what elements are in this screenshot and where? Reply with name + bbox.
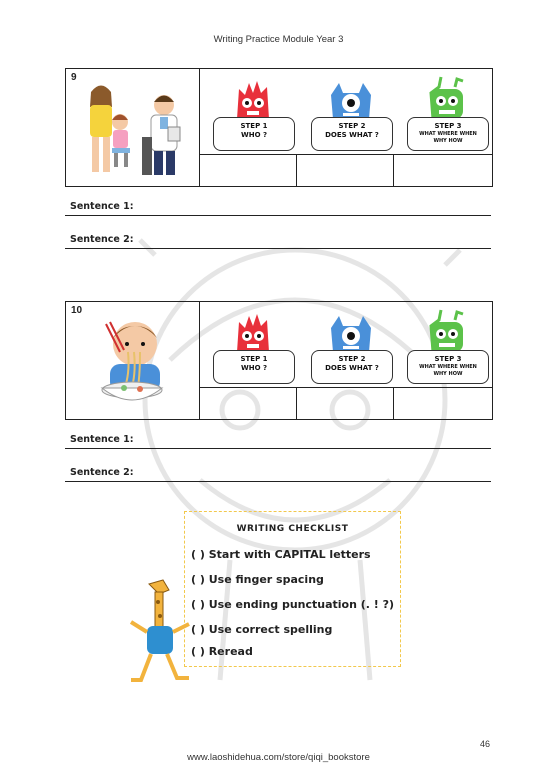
checklist-item[interactable]: ( ) Reread [191, 645, 253, 658]
step-question: WHO ? [240, 364, 268, 372]
step-question-2: WHY HOW [433, 371, 463, 377]
step-question: DOES WHAT ? [325, 364, 379, 372]
footer-url[interactable]: www.laoshidehua.com/store/qiqi_bookstore [187, 752, 370, 763]
picture-cell [66, 69, 200, 186]
step-question: DOES WHAT ? [325, 131, 379, 139]
writing-cell-1[interactable] [199, 387, 297, 419]
giraffe-illustration [119, 576, 199, 694]
checklist-title: WRITING CHECKLIST [236, 524, 349, 534]
step2-sign [311, 350, 393, 384]
step-label: STEP 1 [240, 122, 268, 130]
step3-sign [407, 117, 489, 151]
step-label: STEP 2 [338, 122, 366, 130]
writing-cell-3[interactable] [393, 154, 491, 186]
step-label: STEP 3 [434, 355, 462, 363]
writing-cells [199, 387, 492, 419]
step2-sign [311, 117, 393, 151]
page-number: 46 [480, 739, 491, 749]
step3-monster [403, 308, 491, 384]
exercise-block-10 [65, 301, 493, 420]
step1-monster [209, 75, 297, 151]
exercise-block-9 [65, 68, 493, 187]
checklist-item[interactable]: ( ) Use finger spacing [191, 573, 324, 586]
step3-monster [403, 75, 491, 151]
step-label: STEP 1 [240, 355, 268, 363]
step1-monster [209, 308, 297, 384]
step3-sign [407, 350, 489, 384]
sentence-1-label: Sentence 1: [70, 434, 134, 445]
boy-eating-noodles-illustration [80, 312, 190, 412]
sentence-1-line[interactable] [65, 434, 491, 449]
writing-cells [199, 154, 492, 186]
picture-cell [66, 302, 200, 419]
steps-row [199, 302, 492, 388]
checklist-item[interactable]: ( ) Use ending punctuation (. ! ?) [191, 598, 395, 611]
step-label: STEP 2 [338, 355, 366, 363]
sentence-1-label: Sentence 1: [70, 201, 134, 212]
step-question: WHAT WHERE WHEN [419, 364, 477, 370]
writing-cell-3[interactable] [393, 387, 491, 419]
step-question: WHAT WHERE WHEN [419, 131, 477, 137]
step-label: STEP 3 [434, 122, 462, 130]
checklist-item[interactable]: ( ) Start with CAPITAL letters [191, 548, 371, 561]
exercise-number: 10 [71, 305, 83, 316]
sentence-1-line[interactable] [65, 201, 491, 216]
steps-row [199, 69, 492, 155]
writing-checklist [184, 511, 401, 667]
writing-cell-2[interactable] [296, 387, 394, 419]
checklist-item[interactable]: ( ) Use correct spelling [191, 623, 333, 636]
step2-monster [307, 308, 395, 384]
step2-monster [307, 75, 395, 151]
step1-sign [213, 350, 295, 384]
doctor-visit-illustration [76, 77, 191, 182]
sentence-2-label: Sentence 2: [70, 467, 134, 478]
step-question: WHO ? [240, 131, 268, 139]
writing-cell-1[interactable] [199, 154, 297, 186]
step1-sign [213, 117, 295, 151]
sentence-2-label: Sentence 2: [70, 234, 134, 245]
sentence-2-line[interactable] [65, 234, 491, 249]
page-header: Writing Practice Module Year 3 [213, 34, 344, 45]
exercise-number: 9 [71, 72, 77, 83]
step-question-2: WHY HOW [433, 138, 463, 144]
writing-cell-2[interactable] [296, 154, 394, 186]
sentence-2-line[interactable] [65, 467, 491, 482]
